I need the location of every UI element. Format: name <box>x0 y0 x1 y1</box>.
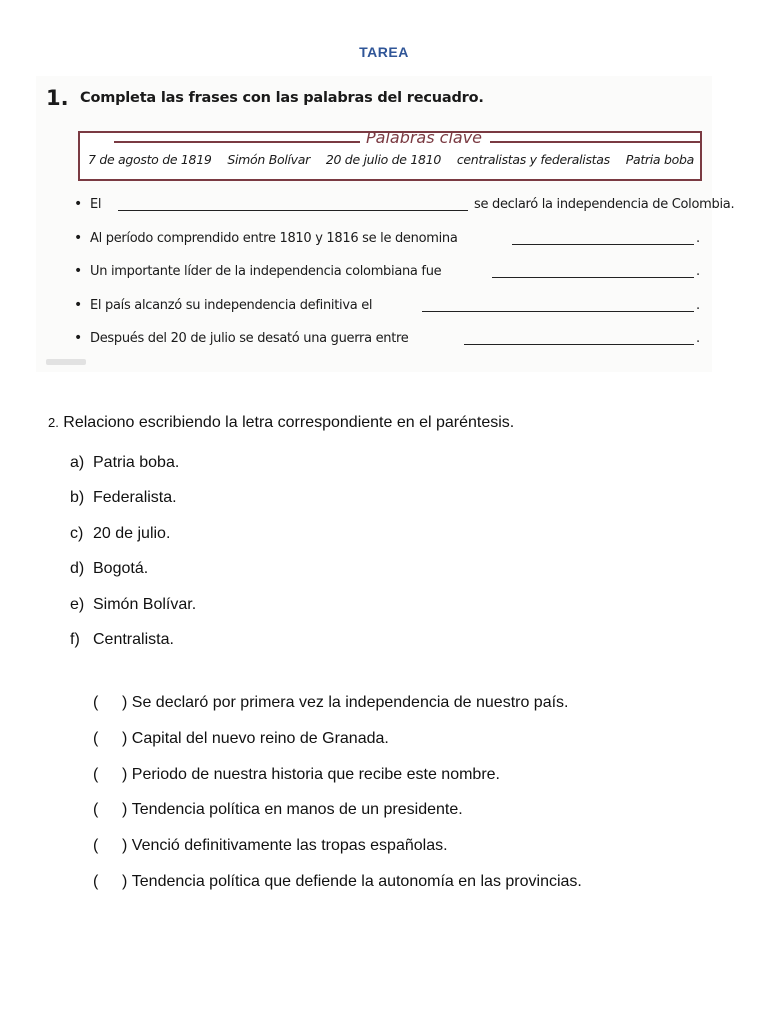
list-item <box>70 454 196 489</box>
matching-statements <box>93 694 582 909</box>
keywords-box <box>78 128 702 181</box>
options-list <box>70 454 196 666</box>
publisher-mark-icon <box>46 359 86 365</box>
sentence-row <box>74 196 735 230</box>
answer-blank[interactable] <box>512 244 694 245</box>
page-title: TAREA <box>359 44 409 60</box>
sentence-text: El <box>90 197 102 212</box>
sentence-row <box>74 230 704 264</box>
answer-paren-close[interactable]: ) <box>122 765 128 783</box>
answer-paren-close[interactable]: ) <box>122 837 128 855</box>
list-item <box>70 525 196 560</box>
answer-blank[interactable] <box>464 344 694 345</box>
question-2-number: 2. <box>48 415 59 430</box>
answer-blank[interactable] <box>422 311 694 312</box>
option-letter: c) <box>70 524 84 542</box>
bullet-icon: • <box>74 229 82 246</box>
answer-paren-open[interactable]: ( <box>93 729 99 747</box>
list-item <box>93 801 582 837</box>
answer-paren-close[interactable]: ) <box>122 694 128 711</box>
keywords-rule-left <box>114 141 360 143</box>
sentence-text-after: . <box>696 230 700 246</box>
answer-paren-close[interactable]: ) <box>122 729 128 747</box>
bullet-icon: • <box>74 296 82 313</box>
option-letter: b) <box>70 489 85 507</box>
sentence-row <box>74 263 704 297</box>
answer-blank[interactable] <box>492 277 694 278</box>
statement-text: Tendencia política en manos de un presidente. <box>131 801 463 819</box>
option-letter: f) <box>70 630 80 648</box>
answer-paren-close[interactable]: ) <box>122 872 128 890</box>
answer-blank[interactable] <box>118 210 468 211</box>
keywords-title: Palabras clave <box>365 128 483 147</box>
option-letter: e) <box>70 595 85 613</box>
option-text: 20 de julio. <box>93 524 171 542</box>
option-letter: d) <box>70 560 85 578</box>
option-text: Patria boba. <box>93 454 180 471</box>
answer-paren-close[interactable]: ) <box>122 801 128 819</box>
keywords-list <box>88 152 694 167</box>
keyword: 7 de agosto de 1819 <box>88 152 212 167</box>
keyword: centralistas y federalistas <box>456 152 610 167</box>
sentence-text: Un importante líder de la independencia colombiana fue <box>90 264 442 279</box>
list-item <box>70 596 196 631</box>
list-item <box>70 560 196 595</box>
keyword: 20 de julio de 1810 <box>325 152 441 167</box>
statement-text: Se declaró por primera vez la independencia de nuestro país. <box>131 694 569 711</box>
statement-text: Venció definitivamente las tropas españolas. <box>131 837 448 855</box>
question-2-instruction: Relaciono escribiendo la letra correspondiente en el paréntesis. <box>63 414 515 431</box>
option-text: Simón Bolívar. <box>93 595 197 613</box>
sentence-text-after: . <box>696 331 700 346</box>
answer-paren-open[interactable]: ( <box>93 872 99 890</box>
answer-paren-open[interactable]: ( <box>93 694 99 711</box>
sentence-text: Después del 20 de julio se desató una guerra entre <box>90 331 409 346</box>
sentence-row <box>74 330 704 364</box>
statement-text: Capital del nuevo reino de Granada. <box>131 729 389 747</box>
question-1-number: 1. <box>46 86 69 110</box>
bullet-icon: • <box>74 263 82 279</box>
keywords-rule-right <box>490 141 700 143</box>
sentence-text-after: . <box>696 264 700 279</box>
bullet-icon: • <box>74 196 82 212</box>
textbook-excerpt <box>36 76 735 372</box>
statement-text: Periodo de nuestra historia que recibe este nombre. <box>131 765 500 783</box>
list-item <box>93 837 582 873</box>
keyword: Simón Bolívar <box>227 152 310 167</box>
answer-paren-open[interactable]: ( <box>93 837 99 855</box>
list-item <box>93 873 582 909</box>
list-item <box>93 766 582 802</box>
answer-paren-open[interactable]: ( <box>93 765 99 783</box>
fill-in-sentences <box>74 196 735 364</box>
question-2-heading <box>48 414 514 432</box>
sentence-text: El país alcanzó su independencia definitiva el <box>90 297 373 313</box>
list-item <box>93 694 582 730</box>
sentence-text: Al período comprendido entre 1810 y 1816 se le denomina <box>90 230 458 246</box>
list-item <box>70 631 196 666</box>
statement-text: Tendencia política que defiende la autonomía en las provincias. <box>131 872 582 890</box>
sentence-text-after: se declaró la independencia de Colombia. <box>474 197 735 212</box>
question-1-instruction: Completa las frases con las palabras del recuadro. <box>80 90 484 106</box>
option-text: Centralista. <box>93 630 174 648</box>
list-item <box>70 489 196 524</box>
bullet-icon: • <box>74 330 82 346</box>
sentence-row <box>74 297 704 331</box>
option-text: Bogotá. <box>93 560 149 578</box>
option-letter: a) <box>70 454 85 471</box>
option-text: Federalista. <box>93 489 177 507</box>
list-item <box>93 730 582 766</box>
answer-paren-open[interactable]: ( <box>93 801 99 819</box>
sentence-text-after: . <box>696 297 700 313</box>
keyword: Patria boba <box>625 152 694 167</box>
